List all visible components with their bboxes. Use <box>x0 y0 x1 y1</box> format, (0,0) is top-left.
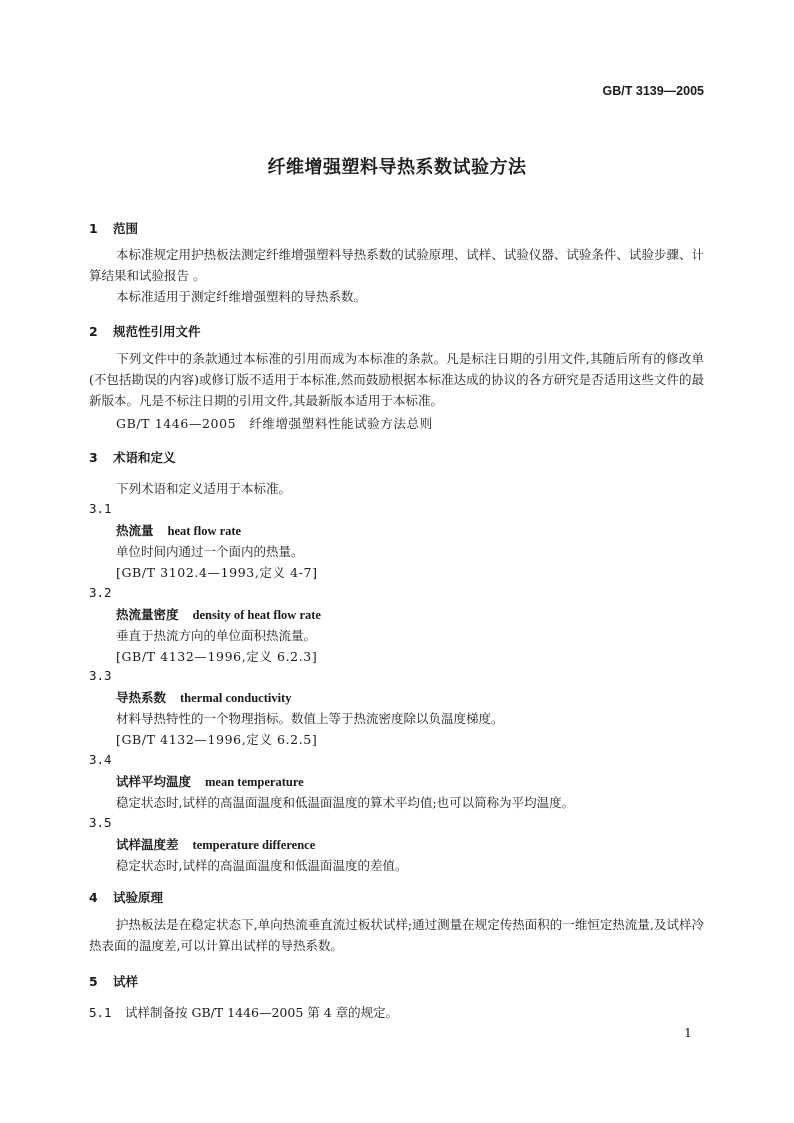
section-1-paragraph-2 <box>89 286 704 307</box>
section-title: 术语和定义 <box>113 450 176 465</box>
term-definition: 稳定状态时,试样的高温面温度和低温面温度的算术平均值;也可以简称为平均温度。 <box>116 795 575 810</box>
clause-number: 3.4 <box>89 752 112 767</box>
term-en: heat flow rate <box>167 524 242 538</box>
term-heat-flow-rate <box>116 521 241 539</box>
section-title: 试样 <box>113 974 139 989</box>
document-title: 纤维增强塑料导热系数试验方法 <box>267 157 527 178</box>
section-title: 规范性引用文件 <box>113 324 201 339</box>
section-4-heading <box>89 888 163 906</box>
clause-number: 5.1 <box>89 1005 112 1020</box>
clause-text: 试样制备按 GB/T 1446—2005 第 4 章的规定。 <box>125 1005 399 1020</box>
section-1-paragraph-1 <box>89 244 704 286</box>
term-definition: 材料导热特性的一个物理指标。数值上等于热流密度除以负温度梯度。 <box>116 711 504 726</box>
page-number: 1 <box>684 1025 692 1040</box>
clause-5-1 <box>89 1003 398 1021</box>
section-2-heading <box>89 322 201 340</box>
term-definition: 垂直于热流方向的单位面积热流量。 <box>116 628 317 643</box>
clause-number: 3.2 <box>89 585 112 600</box>
clause-number: 3.1 <box>89 501 112 516</box>
term-reference: [GB/T 3102.4—1993,定义 4-7] <box>116 565 318 580</box>
section-2-paragraph-1 <box>89 348 704 411</box>
term-temperature-difference <box>116 835 315 853</box>
section-number: 1 <box>89 221 98 236</box>
paragraph-text: 本标准规定用护热板法测定纤维增强塑料导热系数的试验原理、试样、试验仪器、试验条件、试验步骤、计算结果和试验报告 。 <box>89 247 704 283</box>
term-thermal-conductivity <box>116 688 291 706</box>
term-reference: [GB/T 4132—1996,定义 6.2.3] <box>116 649 318 664</box>
term-definition: 单位时间内通过一个面内的热量。 <box>116 544 304 559</box>
section-4-paragraph-1 <box>89 914 704 956</box>
section-number: 2 <box>89 324 98 339</box>
section-number: 4 <box>89 890 98 905</box>
paragraph-text: 本标准适用于测定纤维增强塑料的导热系数。 <box>116 289 367 304</box>
section-title: 试验原理 <box>113 890 164 905</box>
section-3-heading <box>89 448 176 466</box>
term-en: density of heat flow rate <box>192 608 321 622</box>
section-5-heading <box>89 972 138 990</box>
clause-number: 3.5 <box>89 815 112 830</box>
paragraph-text: 护热板法是在稳定状态下,单向热流垂直流过板状试样;通过测量在规定传热面积的一维恒定热流量,及试样冷热表面的温度差,可以计算出试样的导热系数。 <box>89 917 704 953</box>
section-title: 范围 <box>113 221 139 236</box>
paragraph-text: 下列文件中的条款通过本标准的引用而成为本标准的条款。凡是标注日期的引用文件,其随后所有的修改单(不包括勘误的内容)或修订版不适用于本标准,然而鼓励根据本标准达成的协议的各方研究是否适用这些文件的最新版本。凡是不标注日期的引用文件,其最新版本适用于本标准。 <box>89 351 704 408</box>
term-definition: 稳定状态时,试样的高温面温度和低温面温度的差值。 <box>116 858 408 873</box>
term-mean-temperature <box>116 772 304 790</box>
section-1-heading <box>89 219 138 237</box>
clause-number: 3.3 <box>89 668 112 683</box>
term-reference: [GB/T 4132—1996,定义 6.2.5] <box>116 732 318 747</box>
term-en: temperature difference <box>192 838 316 852</box>
section-number: 5 <box>89 974 98 989</box>
normative-reference: GB/T 1446—2005 纤维增强塑料性能试验方法总则 <box>116 416 433 431</box>
standard-number: GB/T 3139—2005 <box>602 84 704 98</box>
term-en: mean temperature <box>205 775 304 789</box>
term-en: thermal conductivity <box>180 691 292 705</box>
section-number: 3 <box>89 450 98 465</box>
term-zh: 导热系数 <box>116 690 167 705</box>
section-3-intro: 下列术语和定义适用于本标准。 <box>116 481 292 496</box>
term-zh: 试样温度差 <box>116 837 179 852</box>
term-zh: 试样平均温度 <box>116 774 192 789</box>
term-zh: 热流量密度 <box>116 607 179 622</box>
term-density-of-heat-flow-rate <box>116 605 321 623</box>
term-zh: 热流量 <box>116 523 154 538</box>
